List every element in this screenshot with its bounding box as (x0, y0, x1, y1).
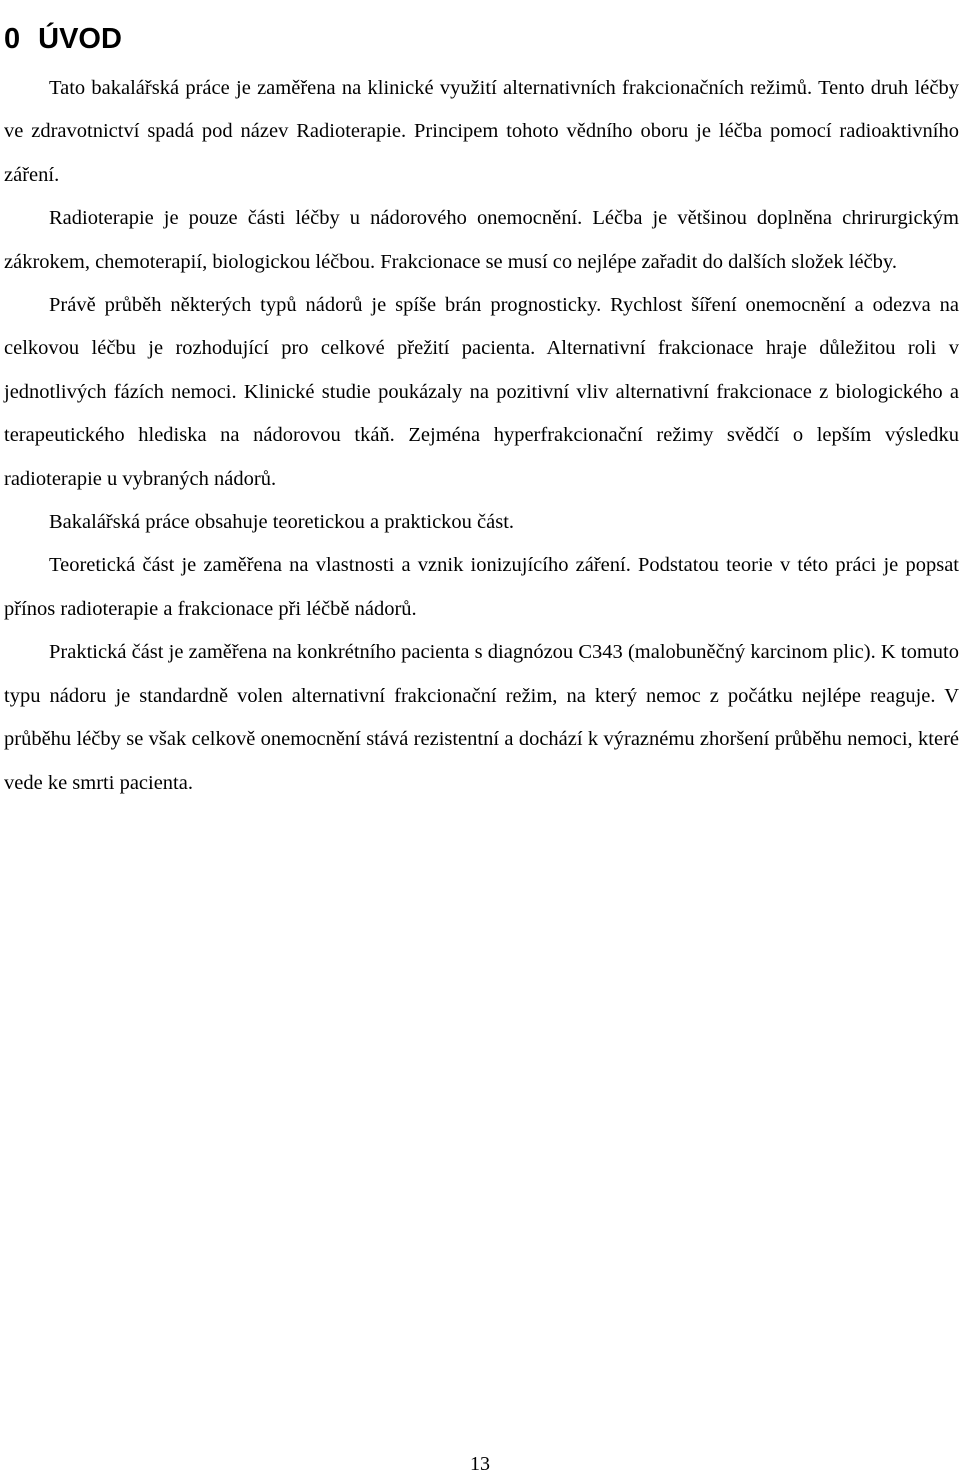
paragraph: Praktická část je zaměřena na konkrétního pacienta s diagnózou C343 (malobuněčný karcinom plic). K tomuto typu nádoru je standardně volen alternativní frakcionační režim, na který nemoc z počátku nejlépe reaguje. V průběhu léčby se však celkově onemocnění stává rezistentní a dochází k výraznému zhoršení průběhu nemoci, které vede ke smrti pacienta. (4, 641, 959, 794)
paragraph: Teoretická část je zaměřena na vlastnosti a vznik ionizujícího záření. Podstatou teorie v této práci je popsat přínos radioterapie a frakcionace při léčbě nádorů. (4, 554, 959, 620)
body-text (4, 67, 959, 805)
chapter-number: 0 (4, 23, 21, 56)
chapter-heading (4, 21, 122, 57)
page-number: 13 (470, 1453, 490, 1475)
paragraph: Bakalářská práce obsahuje teoretickou a praktickou část. (49, 511, 515, 534)
paragraph: Tato bakalářská práce je zaměřena na klinické využití alternativních frakcionačních režimů. Tento druh léčby ve zdravotnictví spadá pod název Radioterapie. Principem tohoto vědního oboru je léčba pomocí radioaktivního záření. (4, 77, 959, 186)
paragraph: Radioterapie je pouze části léčby u nádorového onemocnění. Léčba je většinou doplněna chrirurgickým zákrokem, chemoterapií, biologickou léčbou. Frakcionace se musí co nejlépe zařadit do dalších složek léčby. (4, 207, 959, 273)
chapter-title: ÚVOD (38, 23, 122, 56)
paragraph: Právě průběh některých typů nádorů je spíše brán prognosticky. Rychlost šíření onemocnění a odezva na celkovou léčbu je rozhodující pro celkové přežití pacienta. Alternativní frakcionace hraje důležitou roli v jednotlivých fázích nemoci. Klinické studie poukázaly na pozitivní vliv alternativní frakcionace z biologického a terapeutického hlediska na nádorovou tkáň. Zejména hyperfrakcionační režimy svědčí o lepším výsledku radioterapie u vybraných nádorů. (4, 294, 959, 490)
